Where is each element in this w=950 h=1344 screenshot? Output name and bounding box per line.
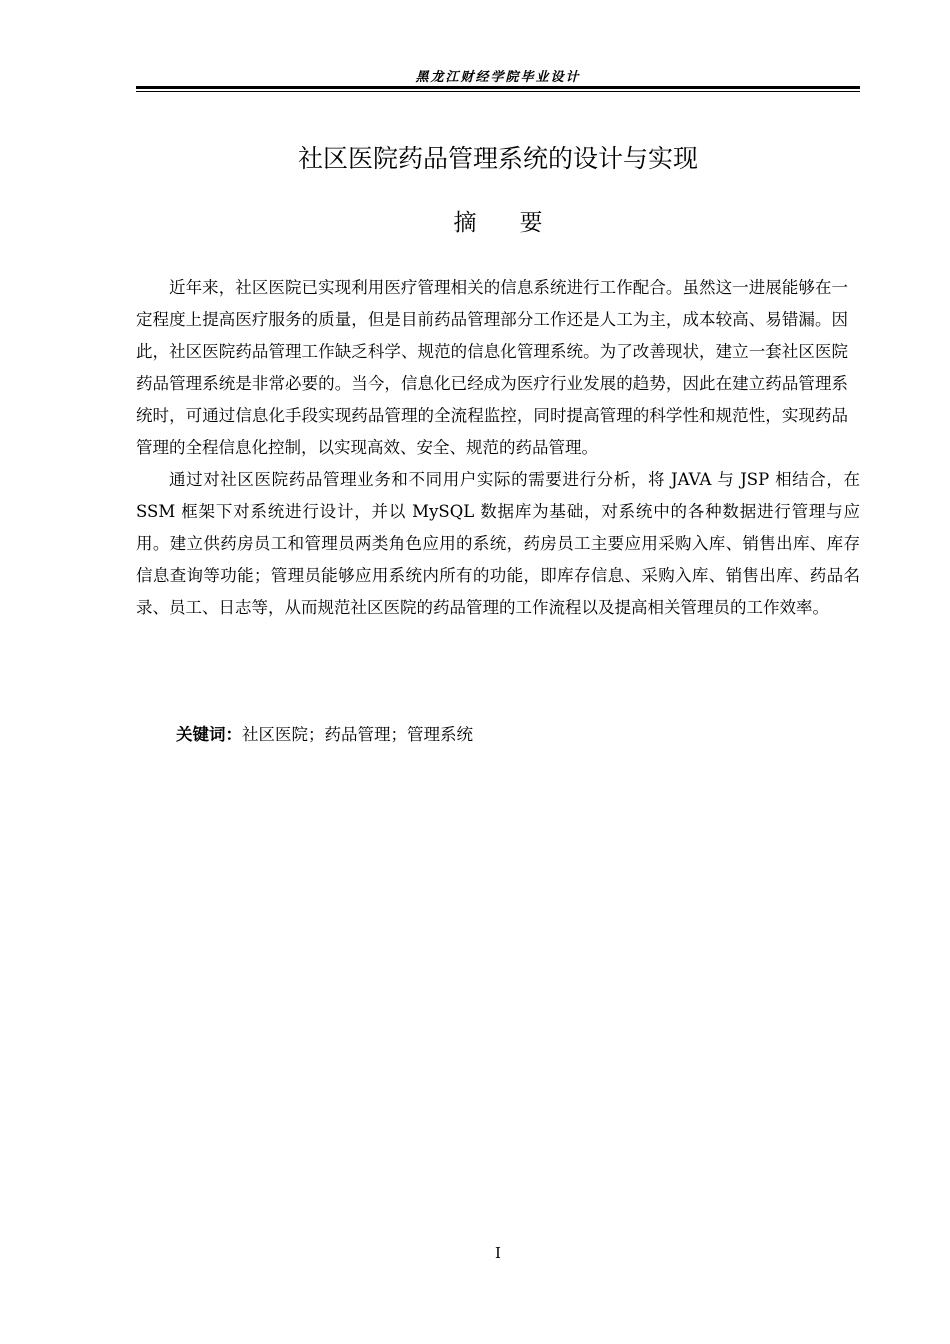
keywords-value: 社区医院；药品管理；管理系统: [242, 725, 473, 744]
thesis-title: 社区医院药品管理系统的设计与实现: [297, 144, 698, 173]
header-rule-thick: [136, 86, 860, 89]
abstract-heading: 摘要: [453, 210, 586, 236]
page-number: I: [495, 1244, 501, 1262]
keywords-label: 关键词：: [176, 725, 242, 744]
abstract-paragraph-1: 近年来，社区医院已实现利用医疗管理相关的信息系统进行工作配合。虽然这一进展能够在一定程度上提高医疗服务的质量，但是目前药品管理部分工作还是人工为主，成本较高、易错漏。因此，社区医院药品管理工作缺乏科学、规范的信息化管理系统。为了改善现状，建立一套社区医院药品管理系统是非常必要的。当今，信息化已经成为医疗行业发展的趋势，因此在建立药品管理系统时，可通过信息化手段实现药品管理的全流程监控，同时提高管理的科学性和规范性，实现药品管理的全程信息化控制，以实现高效、安全、规范的药品管理。: [136, 278, 848, 457]
running-head: 黑龙江财经学院毕业设计: [415, 70, 581, 85]
header-rule-thin: [136, 91, 860, 92]
abstract-paragraph-2: 通过对社区医院药品管理业务和不同用户实际的需要进行分析，将 JAVA 与 JSP 相结合，在 SSM 框架下对系统进行设计，并以 MySQL 数据库为基础，对系统中的各种数据进行管理与应用。建立供药房员工和管理员两类角色应用的系统，药房员工主要应用采购入库、销售出库、库存信息查询等功能；管理员能够应用系统内所有的功能，即库存信息、采购入库、销售出库、药品名录、员工、日志等，从而规范社区医院的药品管理的工作流程以及提高相关管理员的工作效率。: [136, 470, 860, 617]
abstract-body: [136, 272, 860, 624]
keywords-line: [176, 719, 473, 751]
